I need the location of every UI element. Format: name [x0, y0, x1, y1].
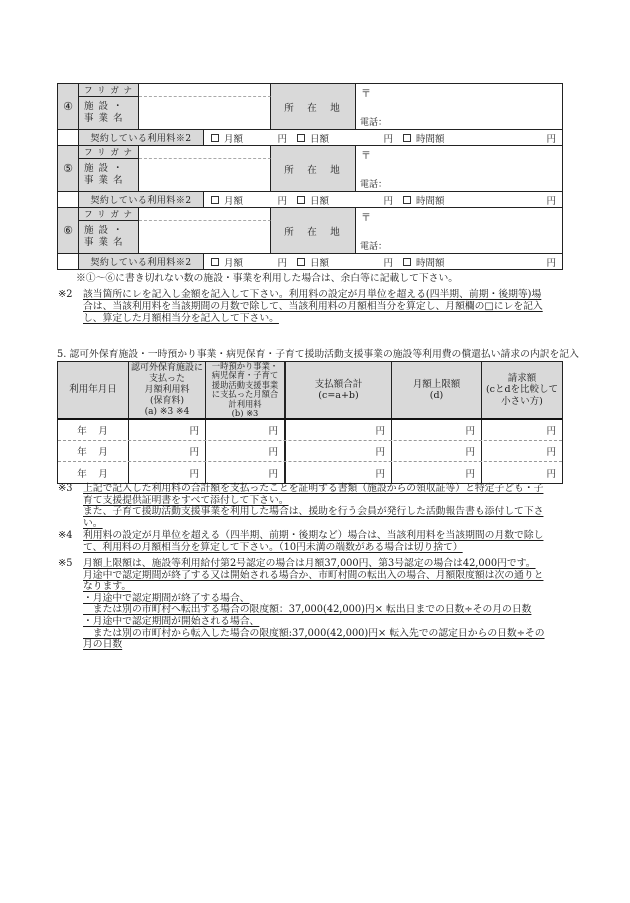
facility-name-label-line1: 施 設 ・: [84, 163, 124, 174]
fee-row-label: 契約している利用料※2: [79, 254, 204, 269]
yen-label: 円: [546, 195, 556, 207]
payment-table-row-2: [58, 441, 562, 462]
yen-label: 円: [546, 133, 556, 145]
note-5-marker: ※5: [58, 558, 73, 569]
facility-name-label-line2: 事 業 名: [84, 175, 124, 186]
header-line: 小さい方): [501, 395, 543, 407]
facility-name-label: [79, 221, 139, 253]
facility-table: [57, 83, 563, 270]
amount-a-cell[interactable]: 円: [129, 441, 206, 461]
hourly-fee-checkbox[interactable]: [403, 134, 411, 142]
facility-name-label-line1: 施 設 ・: [84, 225, 124, 236]
monthly-fee-checkbox[interactable]: [211, 196, 219, 204]
monthly-fee-segment: [204, 130, 290, 145]
fee-row-stub: [58, 192, 79, 207]
note-line: ・月途中で認定期間が終了する場合、: [83, 592, 250, 604]
yen-label: 円: [383, 257, 393, 269]
header-line: 支払額合計: [314, 378, 363, 390]
hourly-fee-label: 時間額: [416, 257, 445, 269]
note-line: または別の市町村から転入した場合の限度額:37,000(42,000)円× 転入先での認定日からの日数÷その: [83, 627, 545, 639]
fee-row-5: [58, 192, 562, 207]
hourly-fee-segment: [396, 192, 562, 207]
note-4-marker: ※4: [58, 530, 73, 541]
header-line: 支払った: [148, 373, 185, 384]
note-5: [58, 558, 545, 651]
daily-fee-checkbox[interactable]: [297, 258, 305, 266]
header-line: 認可外保育施設に: [130, 362, 203, 373]
monthly-fee-label: 月額: [224, 257, 244, 269]
amount-c-cell[interactable]: 円: [286, 420, 392, 440]
payment-table-row-3: [58, 462, 562, 483]
amount-b-cell[interactable]: 円: [206, 420, 286, 440]
payment-table-row-1: [58, 420, 562, 441]
header-line: 請求額: [507, 372, 537, 384]
daily-fee-label: 日額: [310, 195, 330, 207]
facility-name-label-line1: 施 設 ・: [84, 101, 124, 112]
furigana-input-5[interactable]: [139, 146, 271, 159]
note-line: て、利用料の月額相当分を算定して下さい。（10円未満の端数がある場合は切り捨て）: [83, 541, 463, 553]
daily-fee-label: 日額: [310, 133, 330, 145]
header-monthly-cap-d: [392, 362, 482, 418]
hourly-fee-segment: [396, 254, 562, 269]
location-label: 所 在 地: [271, 84, 356, 129]
facility-block-5: [58, 146, 562, 208]
usage-date-cell[interactable]: 年 月: [58, 441, 129, 461]
note-line: 上記で記入した利用料の合計額を支払ったことを証明する書類（施設からの領収証等）と特定子ども・子: [83, 483, 544, 494]
header-line: 月額上限額: [412, 378, 461, 390]
yen-label: 円: [277, 257, 287, 269]
furigana-input-6[interactable]: [139, 208, 271, 221]
fee-row-label: 契約している利用料※2: [79, 192, 204, 207]
fee-row-4: [58, 130, 562, 145]
note-3-body: [83, 483, 543, 529]
header-line: 一時預かり事業・: [211, 361, 279, 371]
hourly-fee-label: 時間額: [416, 195, 445, 207]
phone-label: 電話：: [360, 180, 388, 190]
monthly-fee-segment: [204, 192, 290, 207]
note-line: 月の日数: [83, 639, 123, 651]
facility-number-6: ⑥: [58, 208, 79, 253]
amount-c-cell[interactable]: 円: [286, 462, 392, 483]
note-line: 育て支援提供証明書をすべて添付して下さい。: [83, 494, 289, 506]
header-line: 計利用料: [228, 398, 262, 409]
note-line: なります。: [83, 581, 132, 593]
note-line: 該当箇所にレを記入し金額を記入して下さい。利用料の設定が月単位を超える(四半期、前期・後期等)場: [83, 289, 542, 300]
note-line: ・月途中で認定期間が開始される場合、: [83, 615, 260, 627]
postal-mark: 〒: [361, 213, 371, 224]
facility-block-6: [58, 208, 562, 269]
yen-label: 円: [277, 133, 287, 145]
facility-block-4: [58, 84, 562, 146]
amount-a-cell[interactable]: 円: [129, 420, 206, 440]
header-temporary-care-fee-b: [206, 362, 286, 418]
note-line: 合は、当該利用料を当該期間の月数で除して、当該利用料の月額相当分を算定し、月額欄の□にレを記入: [83, 301, 543, 313]
header-unlicensed-fee-a: [129, 362, 206, 418]
hourly-fee-segment: [396, 130, 562, 145]
header-line: に支払った月額合: [211, 389, 279, 400]
overflow-note: ※①～⑥に書き切れない数の施設・事業を利用した場合は、余白等に記載して下さい。: [76, 273, 459, 284]
amount-c-cell[interactable]: 円: [286, 441, 392, 461]
payment-breakdown-table: [57, 361, 563, 484]
fee-row-stub: [58, 130, 79, 145]
note-line: また、子育て援助活動支援事業を利用した場合は、援助を行う会員が発行した活動報告書も添付して下さ: [83, 506, 544, 518]
address-input-4[interactable]: [356, 84, 562, 129]
note-line: 月額上限額は、施設等利用給付第2号認定の場合は月額37,000円、第3号認定の場合は42,000円です。: [83, 558, 536, 569]
note-4: [58, 530, 543, 553]
header-line: (保育料): [149, 395, 185, 406]
claim-amount-cell[interactable]: 円: [482, 420, 562, 440]
header-usage-date: [58, 362, 129, 418]
fee-row-stub: [58, 254, 79, 269]
amount-b-cell[interactable]: 円: [206, 462, 286, 483]
monthly-fee-label: 月額: [224, 195, 244, 207]
note-line: または別の市町村へ転出する場合の限度額：37,000(42,000)円× 転出日までの日数÷その月の日数: [83, 604, 532, 616]
location-label: 所 在 地: [271, 146, 356, 191]
note-3: [58, 483, 543, 529]
facility-number-5: ⑤: [58, 146, 79, 191]
header-line: (b) ※3: [231, 408, 259, 419]
usage-date-cell[interactable]: 年 月: [58, 420, 129, 440]
postal-mark: 〒: [361, 151, 371, 162]
facility-name-input-6[interactable]: [139, 221, 271, 253]
furigana-label: フ リ ガ ナ: [79, 84, 139, 97]
postal-mark: 〒: [361, 89, 371, 100]
header-line: 利用年月日: [69, 384, 117, 396]
address-input-6[interactable]: [356, 208, 562, 253]
fee-row-6: [58, 254, 562, 269]
phone-label: 電話：: [360, 118, 388, 128]
header-line: (d): [429, 390, 444, 402]
monthly-fee-label: 月額: [224, 133, 244, 145]
header-line: (a) ※3 ※4: [144, 406, 190, 417]
facility-name-label: [79, 97, 139, 129]
facility-name-input-5[interactable]: [139, 159, 271, 191]
usage-date-cell[interactable]: 年 月: [58, 462, 129, 483]
header-claim-amount: [482, 362, 562, 418]
fee-row-label: 契約している利用料※2: [79, 130, 204, 145]
hourly-fee-checkbox[interactable]: [403, 258, 411, 266]
monthly-fee-segment: [204, 254, 290, 269]
daily-fee-checkbox[interactable]: [297, 134, 305, 142]
facility-name-label: [79, 159, 139, 191]
note-line: 月途中で認定期間が終了する又は開始される場合か、市町村間の転出入の場合、月額限度額は次の通りと: [83, 569, 544, 581]
amount-a-cell[interactable]: 円: [129, 462, 206, 483]
monthly-fee-checkbox[interactable]: [211, 134, 219, 142]
note-2-body: [83, 289, 543, 326]
facility-name-input-4[interactable]: [139, 97, 271, 129]
daily-fee-segment: [290, 192, 396, 207]
hourly-fee-label: 時間額: [416, 133, 445, 145]
note-line: い。: [83, 517, 103, 529]
amount-b-cell[interactable]: 円: [206, 441, 286, 461]
furigana-input-4[interactable]: [139, 84, 271, 97]
header-line: (cとdを比較して: [485, 384, 559, 396]
yen-label: 円: [383, 133, 393, 145]
header-line: 月額利用料: [144, 384, 190, 395]
section5-title: 5. 認可外保育施設・一時預かり事業・病児保育・子育て援助活動支援事業の施設等利用費の償還払い請求の内訳を記入: [57, 349, 579, 360]
header-line: 病児保育・子育て: [211, 370, 279, 381]
note-2-marker: ※2: [58, 289, 73, 300]
note-4-body: [83, 530, 543, 553]
facility-name-label-line2: 事 業 名: [84, 237, 124, 248]
facility-number-4: ④: [58, 84, 79, 129]
address-input-5[interactable]: [356, 146, 562, 191]
payment-table-header: [58, 362, 562, 420]
daily-fee-segment: [290, 254, 396, 269]
claim-amount-cell[interactable]: 円: [482, 441, 562, 461]
monthly-fee-checkbox[interactable]: [211, 258, 219, 266]
note-line: 利用料の設定が月単位を超える（四半期、前期・後期など）場合は、当該利用料を当該期間の月数で除し: [83, 530, 544, 541]
daily-fee-checkbox[interactable]: [297, 196, 305, 204]
claim-amount-cell[interactable]: 円: [482, 462, 562, 483]
phone-label: 電話：: [360, 242, 388, 252]
note-5-body: [83, 558, 545, 651]
note-line: し、算定した月額相当分を記入して下さい。: [83, 313, 279, 325]
note-3-marker: ※3: [58, 483, 73, 494]
yen-label: 円: [383, 195, 393, 207]
amount-d-cell[interactable]: 円: [392, 462, 482, 483]
yen-label: 円: [546, 257, 556, 269]
furigana-label: フ リ ガ ナ: [79, 208, 139, 221]
daily-fee-label: 日額: [310, 257, 330, 269]
location-label: 所 在 地: [271, 208, 356, 253]
header-line: (c=a+b): [318, 390, 359, 402]
facility-name-label-line2: 事 業 名: [84, 113, 124, 124]
daily-fee-segment: [290, 130, 396, 145]
note-2: [58, 289, 543, 326]
header-line: 援助活動支援事業: [211, 379, 279, 390]
yen-label: 円: [277, 195, 287, 207]
amount-d-cell[interactable]: 円: [392, 420, 482, 440]
furigana-label: フ リ ガ ナ: [79, 146, 139, 159]
amount-d-cell[interactable]: 円: [392, 441, 482, 461]
hourly-fee-checkbox[interactable]: [403, 196, 411, 204]
header-payment-total-c: [286, 362, 392, 418]
